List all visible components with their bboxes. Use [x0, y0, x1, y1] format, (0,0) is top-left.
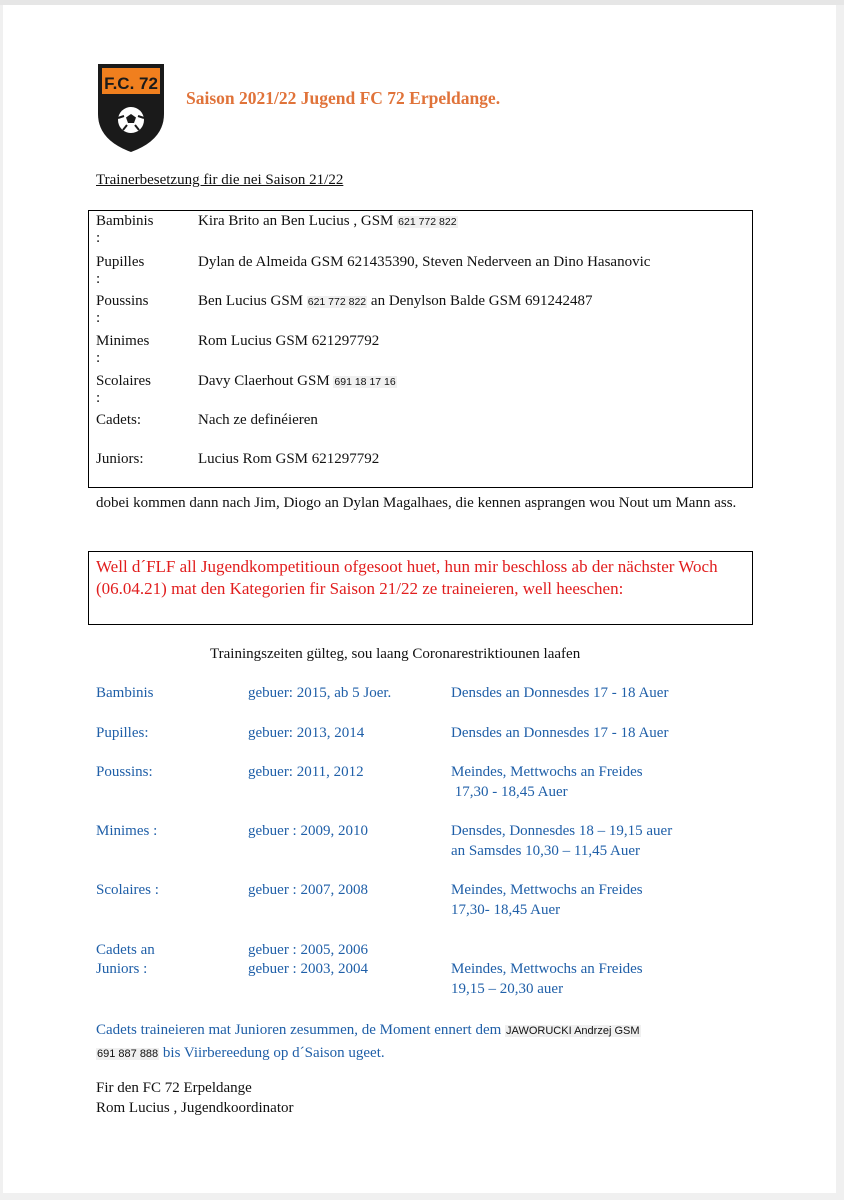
logo-text: F.C. 72	[104, 74, 158, 93]
page-title: Saison 2021/22 Jugend FC 72 Erpeldange.	[186, 88, 501, 108]
trainer-names: Kira Brito an Ben Lucius , GSM 621 772 822	[198, 213, 457, 229]
signature-line-1: Fir den FC 72 Erpeldange	[96, 1080, 252, 1096]
trainer-category: Pupilles :	[96, 254, 145, 287]
signature-line-2: Rom Lucius , Jugendkoordinator	[96, 1100, 294, 1116]
trainer-category: Poussins :	[96, 293, 149, 326]
trainer-heading: Trainerbesetzung fir die nei Saison 21/22	[96, 172, 344, 188]
schedule-category: Poussins:	[96, 764, 153, 780]
schedule-time: 19,15 – 20,30 auer	[451, 981, 564, 997]
schedule-born: gebuer : 2003, 2004	[248, 961, 368, 977]
trainer-category: Bambinis :	[96, 213, 154, 246]
trainer-names: Ben Lucius GSM 621 772 822 an Denylson Balde GSM 691242487	[198, 293, 593, 309]
contact-name: JAWORUCKI Andrzej GSM	[506, 1025, 640, 1037]
schedule-born: gebuer: 2015, ab 5 Joer.	[248, 685, 392, 701]
trainer-category: Scolaires :	[96, 373, 151, 406]
schedule-category: Bambinis	[96, 685, 154, 701]
trainer-names: Nach ze definéieren	[198, 412, 318, 428]
schedule-time: Densdes an Donnesdes 17 - 18 Auer	[451, 685, 669, 701]
schedule-born: gebuer : 2007, 2008	[248, 882, 368, 898]
trainer-category: Juniors:	[96, 451, 144, 467]
trainer-names: Davy Claerhout GSM 691 18 17 16	[198, 373, 396, 389]
schedule-born: gebuer : 2005, 2006	[248, 942, 368, 958]
schedule-time: an Samsdes 10,30 – 11,45 Auer	[451, 843, 641, 859]
schedule-category: Scolaires :	[96, 882, 159, 898]
phone-number: 621 772 822	[307, 296, 367, 308]
club-logo	[96, 62, 166, 154]
schedule-time: Meindes, Mettwochs an Freides	[451, 961, 643, 977]
announcement-text: Well d´FLF all Jugendkompetitioun ofgesoot huet, hun mir beschloss ab der nächster Woch (06.04.21) mat den Kategorien fir Saison 21/22 ze traineieren, well heeschen:	[96, 557, 718, 598]
schedule-time: Meindes, Mettwochs an Freides	[451, 764, 643, 780]
trainer-note: dobei kommen dann nach Jim, Diogo an Dylan Magalhaes, die kennen asprangen wou Nout um Mann ass.	[96, 495, 737, 511]
schedule-born: gebuer: 2013, 2014	[248, 725, 365, 741]
schedule-born: gebuer: 2011, 2012	[248, 764, 364, 780]
footer-note: Cadets traineieren mat Junioren zesummen, de Moment ennert dem JAWORUCKI Andrzej GSM 691 887 888 bis Viirbereedung op d´Saison ugeet.	[96, 1022, 640, 1061]
phone-number: 691 18 17 16	[334, 376, 396, 388]
schedule-born: gebuer : 2009, 2010	[248, 823, 368, 839]
schedule-time: Meindes, Mettwochs an Freides	[451, 882, 643, 898]
schedule-time: 17,30 - 18,45 Auer	[451, 784, 568, 800]
trainer-names: Dylan de Almeida GSM 621435390, Steven Nederveen an Dino Hasanovic	[198, 254, 651, 270]
trainer-box	[88, 210, 753, 488]
trainer-category: Minimes :	[96, 333, 150, 366]
trainer-names: Rom Lucius GSM 621297792	[198, 333, 380, 349]
schedule-time: Densdes an Donnesdes 17 - 18 Auer	[451, 725, 669, 741]
contact-phone: 691 887 888	[97, 1048, 159, 1060]
schedule-time: Densdes, Donnesdes 18 – 19,15 auer	[451, 823, 673, 839]
schedule-title: Trainingszeiten gülteg, sou laang Coronarestriktiounen laafen	[210, 646, 581, 662]
schedule-category: Pupilles:	[96, 725, 149, 741]
phone-number: 621 772 822	[398, 216, 457, 228]
schedule-category: Juniors :	[96, 961, 148, 977]
trainer-names: Lucius Rom GSM 621297792	[198, 451, 380, 467]
schedule-category: Minimes :	[96, 823, 158, 839]
schedule-time: 17,30- 18,45 Auer	[451, 902, 561, 918]
schedule-category: Cadets an	[96, 942, 155, 958]
trainer-category: Cadets:	[96, 412, 141, 428]
